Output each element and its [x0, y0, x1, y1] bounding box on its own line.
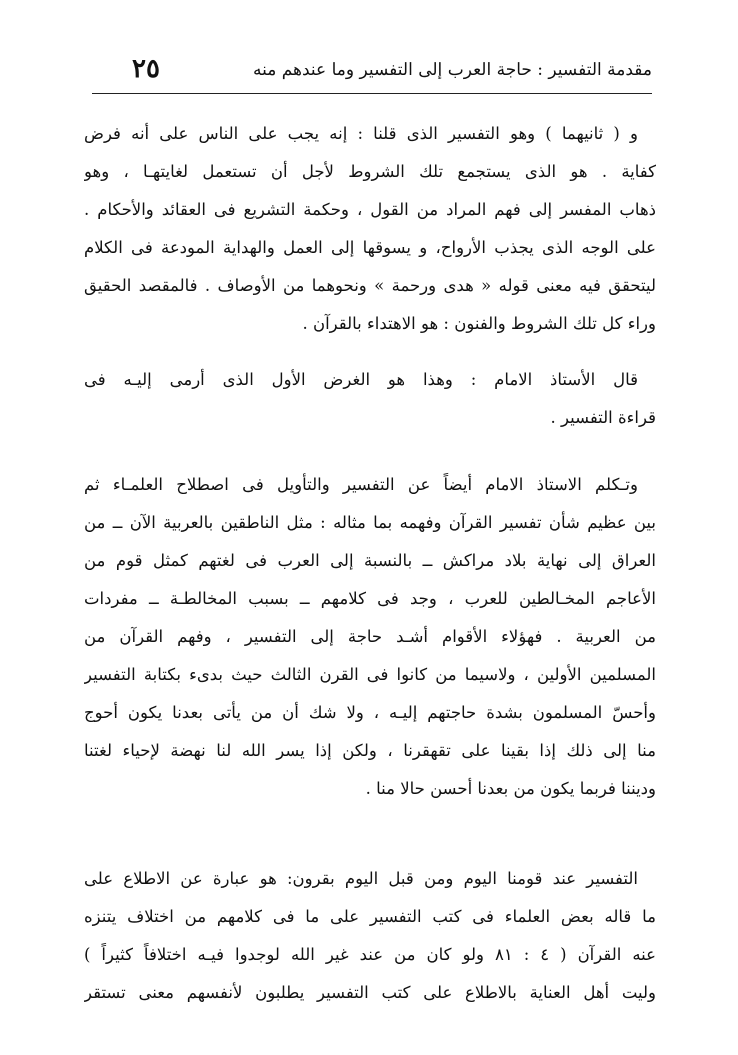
text-line: وأحسّ المسلمون بشدة حاجتهم إليـه ، ولا شك أن من يأتى بعدنا يكون أحوج [84, 703, 656, 722]
text-line: وراء كل تلك الشروط والفنون : هو الاهتداء بالقرآن . [302, 314, 656, 333]
paragraph-4 [84, 860, 656, 1012]
text-line: التفسير عند قومنا اليوم ومن قبل اليوم بقرون: هو عبارة عن الاطلاع على [84, 869, 638, 888]
header-title: مقدمة التفسير : حاجة العرب إلى التفسير وما عندهم منه [252, 60, 652, 80]
text-line: ما قاله بعض العلماء فى كتب التفسير على ما فى كلامهم من اختلاف يتنزه [84, 907, 656, 926]
running-header [92, 52, 652, 92]
text-line: منا إلى ذلك إذا بقينا على تقهقرنا ، ولكن إذا يسر الله لنا نهضة لإحياء لغتنا [84, 741, 656, 760]
paragraph-3 [84, 466, 656, 808]
text-line: كفاية . هو الذى يستجمع تلك الشروط لأجل أن تستعمل لغايتهـا ، وهو [84, 162, 656, 181]
text-line: وليت أهل العناية بالاطلاع على كتب التفسير يطلبون لأنفسهم معنى تستقر [84, 983, 656, 1002]
text-line: من العربية . فهؤلاء الأقوام أشـد حاجة إلى التفسير ، وفهم القرآن من [84, 627, 656, 646]
text-line: وتـكلم الاستاذ الامام أيضاً عن التفسير والتأويل فى اصطلاح العلمـاء ثم [84, 475, 638, 494]
text-line: و ( ثانيهما ) وهو التفسير الذى قلنا : إنه يجب على الناس على أنه فرض [84, 124, 638, 143]
text-line: المسلمين الأولين ، ولاسيما من كانوا فى القرن الثالث حيث بدىء بكتابة التفسير [84, 665, 656, 684]
text-line: ذهاب المفسر إلى فهم المراد من القول ، وحكمة التشريع فى العقائد والأحكام . [84, 200, 656, 219]
header-rule [92, 93, 652, 94]
text-line: الأعاجم المخـالطين للعرب ، وجد فى كلامهم ــ بسبب المخالطـة ــ مفردات [84, 589, 656, 608]
text-line: وديننا فربما يكون من بعدنا أحسن حالا منا . [365, 779, 656, 798]
text-line: عنه القرآن ( ٤ : ٨١ ولو كان من عند غير الله لوجدوا فيـه اختلافاً كثيراً ) [84, 945, 656, 964]
text-line: قراءة التفسير . [550, 408, 656, 427]
paragraph-1 [84, 115, 656, 343]
text-line: بين عظيم شأن تفسير القرآن وفهمه بما مثاله : مثل الناطقين بالعربية الآن ــ من [84, 513, 656, 532]
text-line: العراق إلى نهاية بلاد مراكش ــ بالنسبة إلى العرب فى لغتهم كمثل قوم من [84, 551, 656, 570]
text-line: ليتحقق فيه معنى قوله « هدى ورحمة » ونحوهما من الأوصاف . فالمقصد الحقيق [84, 276, 656, 295]
page-number: ٢٥ [132, 54, 160, 84]
text-line: قال الأستاذ الامام : وهذا هو الغرض الأول الذى أرمى إليـه فى [84, 370, 638, 389]
paragraph-2 [84, 361, 656, 437]
text-line: على الوجه الذى يجذب الأرواح، و يسوقها إلى العمل والهداية المودعة فى الكلام [84, 238, 656, 257]
